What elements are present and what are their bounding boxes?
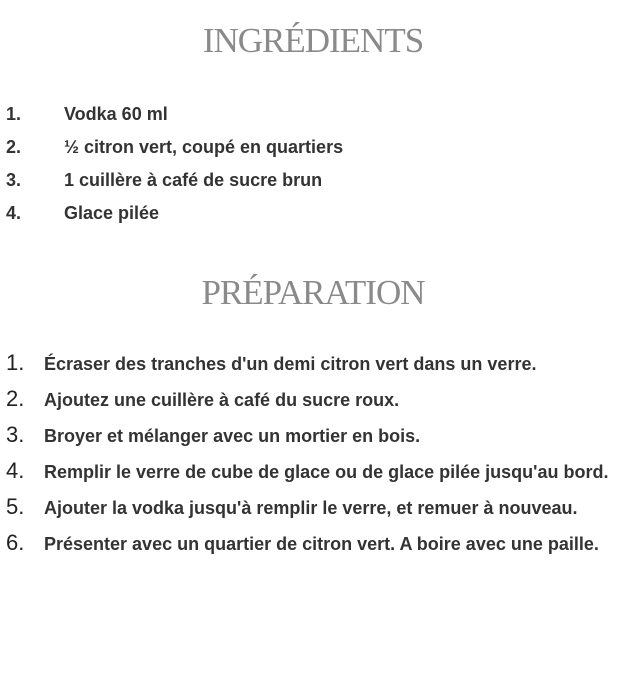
preparation-steps-list [0,352,626,568]
list-item-text: Vodka 60 ml [64,104,168,124]
list-item-text: 1 cuillère à café de sucre brun [64,170,323,190]
step-text: Remplir le verre de cube de glace ou de glace pilée jusqu'au bord. [44,462,609,482]
list-item-text: Glace pilée [64,203,160,223]
step-text: Écraser des tranches d'un demi citron vert dans un verre. [44,354,537,374]
step-item [0,460,626,484]
step-number: 6. [6,530,25,555]
step-item [0,424,626,448]
step-number: 2. [6,386,25,411]
list-item-number: 1. [6,104,22,124]
preparation-heading: PRÉPARATION [201,273,425,312]
step-text: Présenter avec un quartier de citron vert. A boire avec une paille. [44,534,599,554]
list-item-number: 2. [6,137,22,157]
ingredients-heading: INGRÉDIENTS [202,21,424,60]
step-text: Broyer et mélanger avec un mortier en bois. [44,426,421,446]
step-number: 4. [6,458,25,483]
step-item [0,388,626,412]
list-item-text: ½ citron vert, coupé en quartiers [64,137,344,157]
list-item-number: 3. [6,170,22,190]
step-number: 3. [6,422,25,447]
step-number: 1. [6,350,25,375]
step-text: Ajoutez une cuillère à café du sucre roux. [44,390,400,410]
step-item [0,532,626,556]
step-text: Ajouter la vodka jusqu'à remplir le verre, et remuer à nouveau. [44,498,578,518]
step-number: 5. [6,494,25,519]
step-item [0,496,626,520]
step-item [0,352,626,376]
list-item-number: 4. [6,203,22,223]
